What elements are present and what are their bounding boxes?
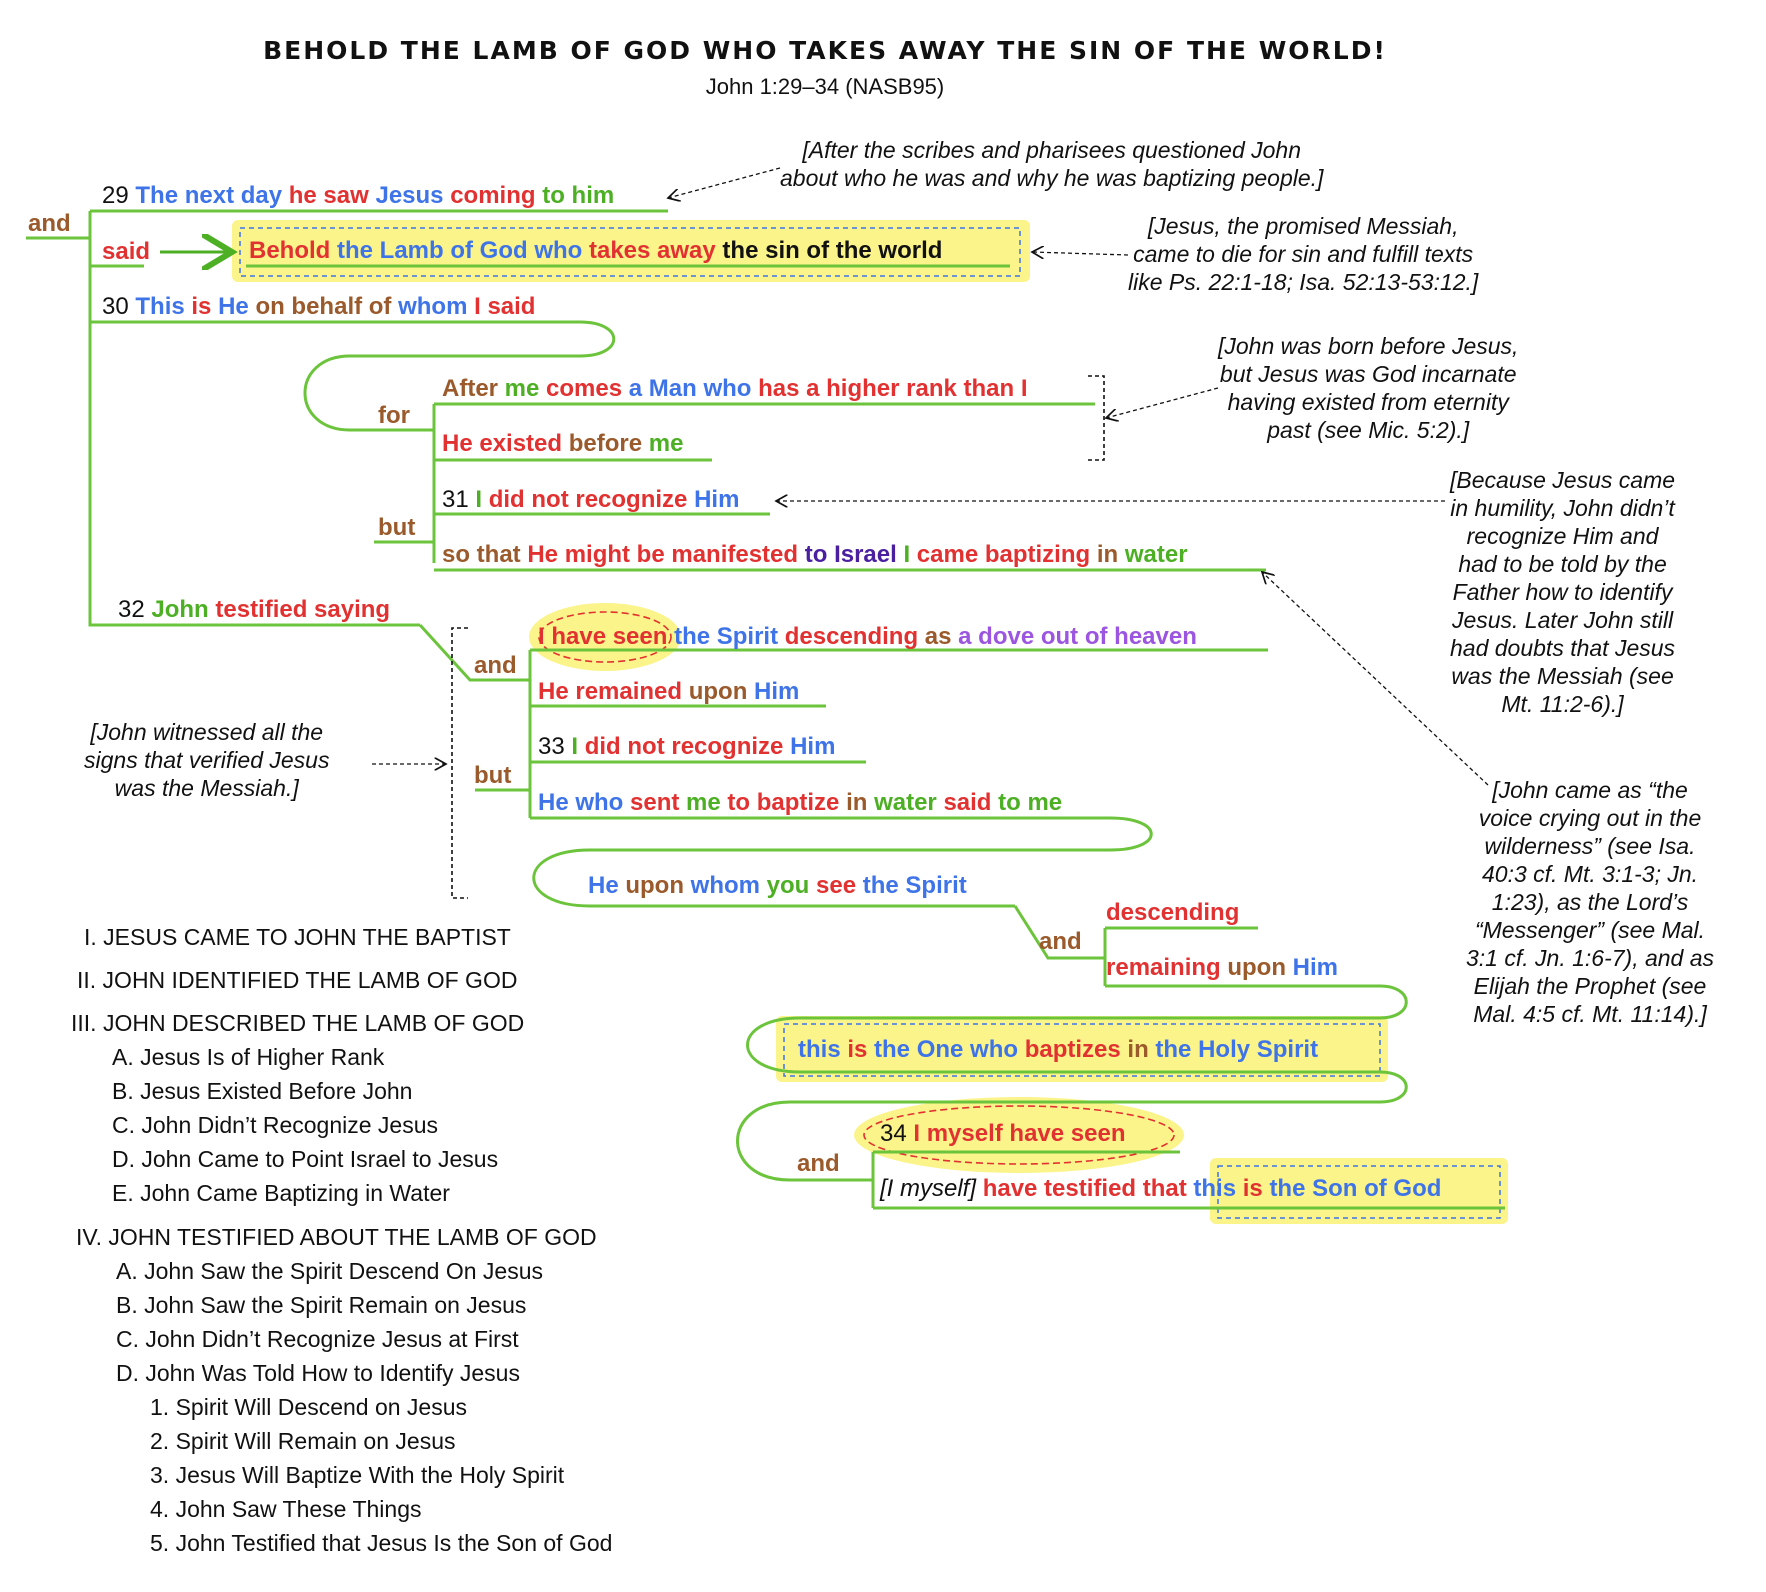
outline-item: 5. John Testified that Jesus Is the Son of God: [150, 1530, 613, 1556]
note-line: wilderness” (see Isa.: [1484, 833, 1696, 859]
note-line: [John witnessed all the: [90, 719, 324, 745]
note-line: 3:1 cf. Jn. 1:6-7), and as: [1466, 945, 1715, 971]
phrase-segment: to me: [998, 789, 1063, 816]
phrase-segment: Israel: [834, 541, 904, 568]
phrase-segment: the One who: [874, 1036, 1025, 1063]
conj-but-2: but: [474, 762, 512, 789]
phrase-segment: the Spirit: [862, 872, 967, 899]
phrase-segment: I myself have seen: [913, 1120, 1126, 1147]
note-messiah: [1128, 212, 1478, 296]
phrase-segment: whom: [398, 293, 475, 320]
phrase-segment: so that: [442, 541, 528, 568]
phrase-segment: did not recognize: [584, 733, 791, 760]
sent-me-line: [538, 789, 1062, 817]
upon-whom-line: [588, 872, 967, 900]
phrase-segment: is: [191, 293, 219, 320]
note-line: having existed from eternity: [1227, 389, 1509, 415]
verse-29-line: [102, 182, 614, 210]
phrase-segment: [I myself]: [880, 1175, 983, 1202]
phrase-segment: After: [442, 375, 505, 402]
phrase-segment: remaining: [1106, 954, 1228, 981]
behold-line: [249, 237, 942, 265]
phrase-segment: He might be manifested: [527, 541, 805, 568]
after-me-line: [442, 375, 1028, 403]
verse-34-line: [880, 1120, 1126, 1148]
phrase-segment: upon: [625, 872, 691, 899]
verse-32-line: [118, 596, 390, 624]
conj-and-2: and: [474, 652, 517, 679]
phrase-segment: in: [846, 789, 875, 816]
note-line: [John came as “the: [1492, 777, 1688, 803]
phrase-segment: said: [487, 293, 536, 320]
phrase-segment: the Holy Spirit: [1155, 1036, 1319, 1063]
phrase-segment: John: [151, 596, 216, 623]
note-line: Elijah the Prophet (see: [1473, 973, 1707, 999]
outline-item: D. John Came to Point Israel to Jesus: [112, 1146, 499, 1172]
phrase-segment: I: [1020, 375, 1028, 402]
outline-item: III. JOHN DESCRIBED THE LAMB OF GOD: [71, 1010, 525, 1036]
note-line: [John was born before Jesus,: [1218, 333, 1519, 359]
note-line: was the Messiah (see: [1451, 663, 1674, 689]
phrase-segment: to: [804, 541, 835, 568]
phrase-segment: I: [475, 486, 489, 513]
phrase-segment: This: [135, 293, 192, 320]
note-line: about who he was and why he was baptizing people.]: [780, 165, 1324, 191]
phrase-segment: has a higher rank than: [758, 375, 1021, 402]
phrase-segment: who: [534, 237, 589, 264]
note-line: [Jesus, the promised Messiah,: [1147, 213, 1459, 239]
note-line: “Messenger” (see Mal.: [1474, 917, 1706, 943]
phrase-segment: water: [1124, 541, 1188, 568]
outline-item: D. John Was Told How to Identify Jesus: [116, 1360, 520, 1386]
phrase-segment: on behalf of: [255, 293, 399, 320]
phrase-segment: me: [648, 430, 684, 457]
phrase-segment: 32: [118, 596, 152, 623]
phrase-segment: testified saying: [215, 596, 391, 623]
note-line: had to be told by the: [1458, 551, 1667, 577]
note-line: but Jesus was God incarnate: [1219, 361, 1517, 387]
phrase-segment: takes away: [588, 237, 723, 264]
so-that-line: [442, 541, 1188, 569]
phrase-segment: Him: [754, 678, 800, 705]
phrase-segment: He: [218, 293, 256, 320]
phrase-segment: a dove out of heaven: [958, 623, 1197, 650]
outline-item: B. John Saw the Spirit Remain on Jesus: [116, 1292, 527, 1318]
phrase-segment: me: [504, 375, 547, 402]
phrase-segment: see: [816, 872, 863, 899]
phrase-segment: Him: [694, 486, 740, 513]
note-line: was the Messiah.]: [114, 775, 299, 801]
note-scribes: [780, 136, 1323, 192]
verse-31-line: [442, 486, 739, 514]
phrase-segment: to: [542, 182, 572, 209]
son-of-god-line: [880, 1175, 1441, 1203]
phrase-segment: who: [703, 375, 759, 402]
outline-item: B. Jesus Existed Before John: [112, 1078, 413, 1104]
phrase-segment: descending: [784, 623, 925, 650]
phrase-segment: Him: [790, 733, 836, 760]
phrase-segment: upon: [688, 678, 755, 705]
outline-item: 2. Spirit Will Remain on Jesus: [150, 1428, 456, 1454]
note-line: in humility, John didn’t: [1450, 495, 1675, 521]
note-line: recognize Him and: [1466, 523, 1659, 549]
phrase-segment: whom: [690, 872, 767, 899]
outline-item: A. John Saw the Spirit Descend On Jesus: [116, 1258, 543, 1284]
seen-spirit-line: [538, 623, 1197, 651]
phrase-segment: is: [1242, 1175, 1270, 1202]
said-line: [102, 238, 150, 266]
phrase-segment: He: [588, 872, 626, 899]
phrase-segment: upon: [1227, 954, 1293, 981]
phrase-segment: sent: [630, 789, 687, 816]
note-line: 40:3 cf. Mt. 3:1-3; Jn.: [1481, 861, 1699, 887]
phrase-segment: baptizes: [1024, 1036, 1128, 1063]
phrase-segment: Him: [1292, 954, 1339, 981]
note-voice: [1466, 776, 1714, 1028]
phrase-segment: descending: [1106, 899, 1240, 926]
outline-item: C. John Didn’t Recognize Jesus: [112, 1112, 438, 1138]
page-title: BEHOLD THE LAMB OF GOD WHO TAKES AWAY THE SIN OF THE WORLD!: [263, 36, 1387, 65]
phrase-segment: I: [474, 293, 488, 320]
page-subtitle: John 1:29–34 (NASB95): [705, 74, 945, 99]
phrase-segment: you: [766, 872, 817, 899]
remained-line: [538, 678, 799, 706]
existed-line: [442, 430, 683, 458]
phrase-segment: I: [571, 733, 585, 760]
conj-and-3: and: [1039, 928, 1082, 955]
outline-item: C. John Didn’t Recognize Jesus at First: [116, 1326, 519, 1352]
note-line: past (see Mic. 5:2).]: [1267, 417, 1470, 443]
phrase-segment: came baptizing: [916, 541, 1097, 568]
note-line: came to die for sin and fulfill texts: [1133, 241, 1474, 267]
phrase-segment: this: [1193, 1175, 1243, 1202]
note-line: had doubts that Jesus: [1450, 635, 1676, 661]
phrase-segment: Man: [648, 375, 704, 402]
note-born-before: [1218, 332, 1518, 444]
verse-30-line: [102, 293, 535, 321]
phrase-segment: Behold: [249, 237, 337, 264]
note-line: signs that verified Jesus: [84, 747, 330, 773]
phrase-segment: the sin of the world: [722, 237, 943, 264]
note-line: voice crying out in the: [1478, 805, 1702, 831]
note-line: [Because Jesus came: [1450, 467, 1676, 493]
phrase-segment: did not recognize: [488, 486, 695, 513]
phrase-segment: the Spirit: [674, 623, 785, 650]
outline-item: 1. Spirit Will Descend on Jesus: [150, 1394, 468, 1420]
outline-item: A. Jesus Is of Higher Rank: [112, 1044, 385, 1070]
phrase-segment: the Son of God: [1269, 1175, 1442, 1202]
conj-and-1: and: [28, 210, 71, 237]
phrase-segment: 30: [102, 293, 136, 320]
remaining-line: [1106, 954, 1338, 982]
phrase-segment: He who: [538, 789, 631, 816]
baptizes-holy-spirit-line: [798, 1036, 1318, 1064]
note-line: Father how to identify: [1452, 579, 1673, 605]
descending-line: [1106, 899, 1239, 927]
phrase-segment: comes: [546, 375, 629, 402]
phrase-segment: he saw: [288, 182, 376, 209]
phrase-segment: in: [1096, 541, 1125, 568]
phrase-segment: 33: [538, 733, 572, 760]
outline-item: II. JOHN IDENTIFIED THE LAMB OF GOD: [77, 967, 518, 993]
note-signs: [84, 718, 329, 802]
phrase-segment: 29: [102, 182, 136, 209]
verse-33-line: [538, 733, 835, 761]
note-line: Jesus. Later John still: [1451, 607, 1674, 633]
phrase-segment: I: [903, 541, 917, 568]
phrase-segment: He remained: [538, 678, 689, 705]
note-line: [After the scribes and pharisees questioned John: [802, 137, 1302, 163]
phrase-segment: He existed: [442, 430, 569, 457]
phrase-segment: to baptize: [727, 789, 847, 816]
sermon-outline: [0, 922, 612, 1558]
phrase-segment: I have seen: [538, 623, 675, 650]
note-line: like Ps. 22:1-18; Isa. 52:13-53:12.]: [1128, 269, 1479, 295]
outline-item: 4. John Saw These Things: [150, 1496, 422, 1522]
note-line: Mal. 4:5 cf. Mt. 11:14).]: [1473, 1001, 1707, 1027]
phrase-segment: said: [102, 238, 151, 265]
phrase-segment: The next day: [135, 182, 289, 209]
outline-item: E. John Came Baptizing in Water: [112, 1180, 450, 1206]
phrase-segment: the Lamb of God: [337, 237, 535, 264]
phrase-segment: 31: [442, 486, 476, 513]
note-humility: [1450, 466, 1675, 718]
phrase-segment: a: [628, 375, 649, 402]
phrase-segment: water: [874, 789, 944, 816]
phrase-segment: me: [686, 789, 728, 816]
phrase-segment: have testified that: [982, 1175, 1194, 1202]
conj-for: for: [378, 402, 410, 429]
phrase-segment: 34: [880, 1120, 914, 1147]
phrase-segment: said: [943, 789, 999, 816]
conj-and-4: and: [797, 1150, 840, 1177]
phrase-segment: is: [847, 1036, 875, 1063]
outline-item: I. JESUS CAME TO JOHN THE BAPTIST: [84, 924, 511, 950]
phrase-segment: in: [1127, 1036, 1156, 1063]
phrase-segment: before: [568, 430, 649, 457]
phrase-segment: coming: [450, 182, 543, 209]
outline-item: IV. JOHN TESTIFIED ABOUT THE LAMB OF GOD: [76, 1224, 597, 1250]
phrase-segment: as: [924, 623, 959, 650]
phrase-segment: this: [798, 1036, 848, 1063]
conj-but-1: but: [378, 514, 416, 541]
phrase-segment: him: [571, 182, 615, 209]
note-line: 1:23), as the Lord’s: [1491, 889, 1689, 915]
note-line: Mt. 11:2-6).]: [1501, 691, 1624, 717]
phrase-segment: Jesus: [375, 182, 451, 209]
outline-item: 3. Jesus Will Baptize With the Holy Spirit: [150, 1462, 565, 1488]
